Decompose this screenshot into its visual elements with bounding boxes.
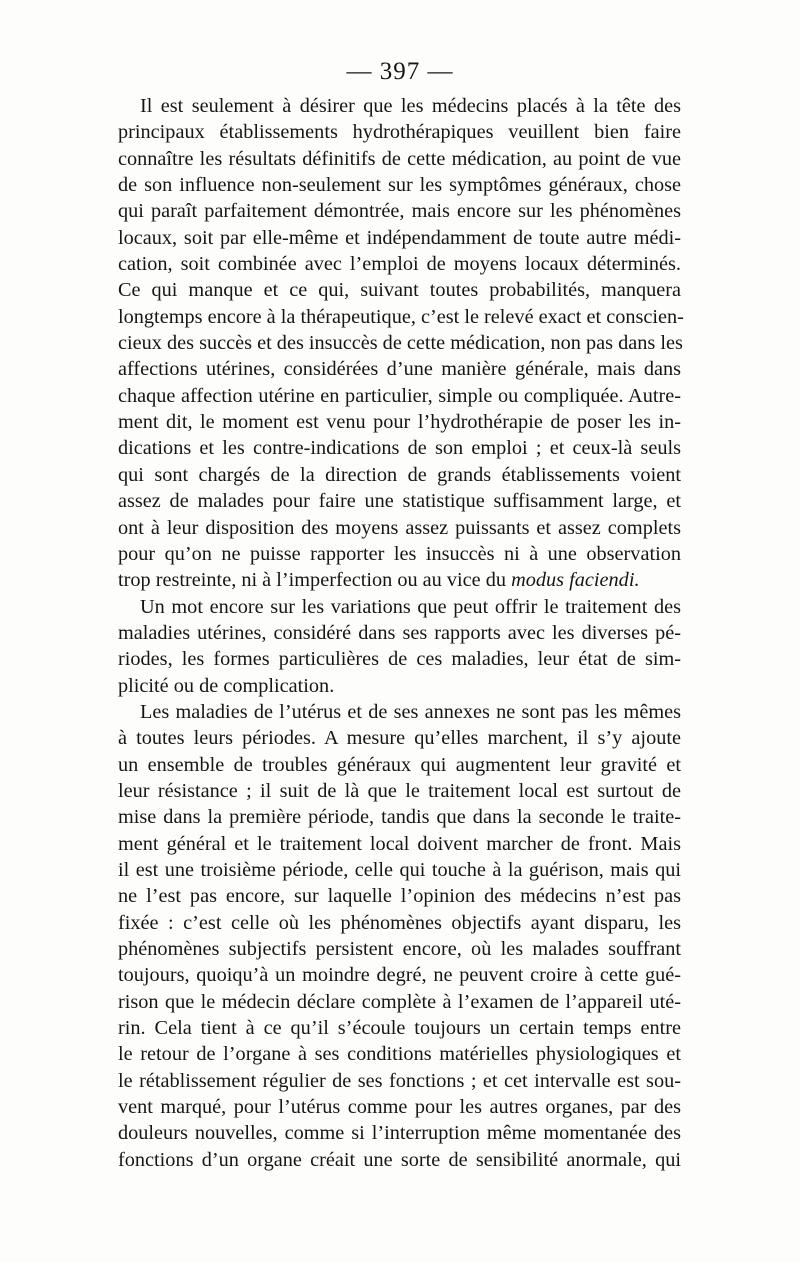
text-line: qui sont chargés de la direction de grands établissements voient	[118, 463, 681, 486]
text-line: riodes, les formes particulières de ces maladies, leur état de sim-	[118, 648, 681, 671]
text-line: à toutes leurs périodes. A mesure qu’elles marchent, il s’y ajoute	[118, 727, 681, 750]
text-line: vent marqué, pour l’utérus comme pour les autres organes, par des	[118, 1096, 681, 1119]
page-number: — 397 —	[346, 58, 454, 85]
paragraph-2	[118, 594, 681, 699]
text-line: phénomènes subjectifs persistent encore, où les malades souffrant	[118, 938, 681, 960]
text-line: ment général et le traitement local doivent marcher de front. Mais	[118, 832, 681, 855]
text-line: Il est seulement à désirer que les médecins placés à la tête des	[140, 95, 681, 117]
text-line: qui paraît parfaitement démontrée, mais encore sur les phénomènes	[118, 200, 681, 223]
text-line-lead: trop restreinte, ni à l’imperfection ou au vice du	[118, 569, 512, 592]
text-line: ont à leur disposition des moyens assez puissants et assez complets	[118, 516, 681, 539]
text-line: de son influence non-seulement sur les symptômes généraux, chose	[118, 174, 681, 197]
body-text	[118, 93, 684, 1173]
text-line: pour qu’on ne puisse rapporter les insuccès ni à une observation	[118, 542, 681, 565]
text-line: rin. Cela tient à ce qu’il s’écoule toujours un certain temps entre	[118, 1017, 681, 1040]
text-line-final	[118, 567, 681, 593]
text-line: il est une troisième période, celle qui touche à la guérison, mais qui	[118, 858, 681, 881]
text-line: rison que le médecin déclare complète à l’examen de l’appareil uté-	[118, 990, 681, 1013]
text-line: Les maladies de l’utérus et de ses annexes ne sont pas les mêmes	[140, 700, 681, 723]
text-line: cieux des succès et des insuccès de cette médication, non pas dans les	[118, 332, 683, 355]
text-line: maladies utérines, considéré dans ses rapports avec les diverses pé-	[118, 621, 681, 644]
text-line: le retour de l’organe à ses conditions matérielles physiologiques et	[118, 1043, 681, 1066]
text-line: locaux, soit par elle-même et indépendamment de toute autre médi-	[118, 226, 681, 249]
text-line: mise dans la première période, tandis que dans la seconde le traite-	[118, 806, 681, 829]
text-line: assez de malades pour faire une statistique suffisamment large, et	[118, 490, 681, 513]
text-line: plicité ou de complication.	[118, 674, 335, 697]
italic-phrase: modus faciendi.	[511, 569, 640, 592]
text-line: principaux établissements hydrothérapiques veuillent bien faire	[118, 121, 681, 144]
text-line: douleurs nouvelles, comme si l’interruption même momentanée des	[118, 1122, 681, 1145]
text-line: affections utérines, considérées d’une manière générale, mais dans	[118, 358, 681, 381]
text-line: leur résistance ; il suit de là que le traitement local est surtout de	[118, 779, 681, 802]
text-line: fonctions d’un organe créait une sorte de sensibilité anormale, qui	[118, 1148, 681, 1171]
paragraph-3	[118, 699, 681, 1173]
text-line: longtemps encore à la thérapeutique, c’est le relevé exact et conscien-	[118, 305, 684, 328]
text-line: chaque affection utérine en particulier, simple ou compliquée. Autre-	[118, 384, 681, 407]
text-line: connaître les résultats définitifs de cette médication, au point de vue	[118, 147, 681, 170]
text-line: Ce qui manque et ce qui, suivant toutes probabilités, manquera	[118, 279, 681, 302]
text-line: dications et les contre-indications de son emploi ; et ceux-là seuls	[118, 437, 681, 460]
text-line: un ensemble de troubles généraux qui augmentent leur gravité et	[118, 753, 681, 776]
text-line: Un mot encore sur les variations que peut offrir le traitement des	[140, 595, 681, 618]
text-line: toujours, quoiqu’à un moindre degré, ne peuvent croire à cette gué-	[118, 964, 681, 987]
text-line: cation, soit combinée avec l’emploi de moyens locaux déterminés.	[118, 253, 681, 276]
text-line: ment dit, le moment est venu pour l’hydrothérapie de poser les in-	[118, 411, 681, 434]
paragraph-1	[118, 93, 684, 594]
text-line: le rétablissement régulier de ses fonctions ; et cet intervalle est sou-	[118, 1069, 681, 1092]
text-line: ne l’est pas encore, sur laquelle l’opinion des médecins n’est pas	[118, 885, 681, 908]
text-line: fixée : c’est celle où les phénomènes objectifs ayant disparu, les	[118, 911, 681, 934]
